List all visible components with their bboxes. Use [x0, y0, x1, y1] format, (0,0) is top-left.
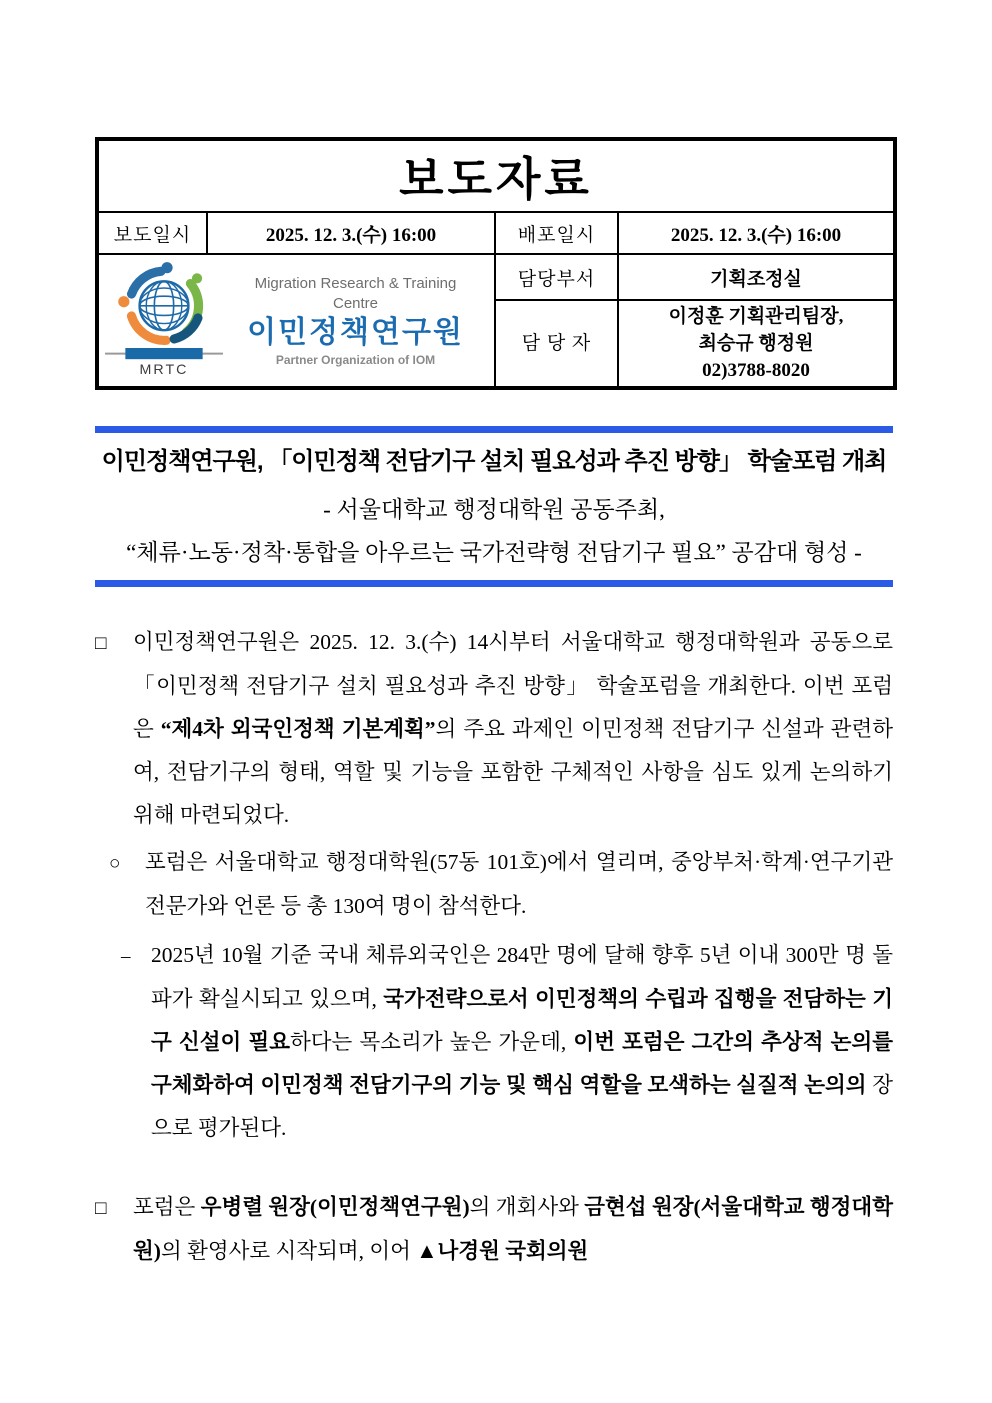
org-logo-cell [97, 254, 495, 388]
paragraph-text: 장으로 평가된다. [151, 1073, 893, 1140]
svg-text:MRTC: MRTC [139, 361, 189, 377]
paragraph-text-bold: ▲나경원 국회의원 [416, 1239, 589, 1263]
dept-label: 담당부서 [495, 254, 618, 300]
paragraph-text: 이민정책연구원은 2025. 12. 3.(수) 14시부터 서울대학교 행정대학원과 공동으로 「이민정책 전담기구 설치 필요성과 추진 방향」 학술포럼을 개최한다. 이번 포럼은 [133, 630, 893, 741]
contact-phone: 02)3788-8020 [702, 360, 810, 381]
bullet-circle-icon: ○ [109, 853, 121, 874]
headline-title: 이민정책연구원, 「이민정책 전담기구 설치 필요성과 추진 방향」 학술포럼 개최 [101, 448, 887, 475]
paragraph-2 [109, 841, 893, 928]
distribute-date-value: 2025. 12. 3.(수) 16:00 [618, 212, 895, 254]
table-row [97, 139, 895, 212]
contact-label: 담 당 자 [495, 300, 618, 388]
org-name-en: Migration Research & Training Centre [254, 274, 457, 312]
release-date-label: 보도일시 [97, 212, 207, 254]
paragraph-text: 포럼은 서울대학교 행정대학원(57동 101호)에서 열리며, 중앙부처·학계·연구기관 전문가와 언론 등 총 130여 명이 참석한다. [145, 850, 893, 918]
headline-subtitle-2: “체류·노동·정착·통합을 아우르는 국가전략형 전담기구 필요” 공감대 형성 - [126, 540, 862, 565]
paragraph-text-bold: 우병렬 원장(이민정책연구원) [200, 1195, 470, 1219]
table-row [97, 212, 895, 254]
paragraph-1 [95, 621, 893, 837]
bullet-square-icon: □ [95, 1198, 107, 1219]
paragraph-text: 의 개회사와 [469, 1195, 585, 1219]
headline-bottom-rule [95, 580, 893, 587]
paragraph-3 [121, 934, 893, 1150]
headline-subtitle-1: - 서울대학교 행정대학원 공동주최, [323, 497, 665, 522]
bullet-square-icon: □ [95, 633, 107, 654]
org-logo-text [235, 274, 490, 368]
headline-top-rule [95, 426, 893, 433]
press-release-content [95, 0, 893, 1273]
paragraph-text-bold: 이번 포럼은 그간의 추상적 논의를 구체화하여 이민정책 전담기구의 기능 및 핵심 역할을 모색하는 실질적 논의의 [151, 1030, 893, 1097]
header-table [95, 137, 897, 390]
bullet-dash-icon: – [121, 946, 131, 967]
distribute-date-label: 배포일시 [495, 212, 618, 254]
globe-swirl-icon [103, 259, 225, 382]
paragraph-text-bold: “제4차 외국인정책 기본계획” [160, 717, 436, 741]
org-name-kr: 이민정책연구원 [247, 315, 464, 349]
org-partner-line: Partner Organization of IOM [275, 352, 436, 367]
paragraph-text: 포럼은 [133, 1195, 201, 1219]
org-logo [103, 259, 490, 382]
paragraph-text: 의 환영사로 시작되며, 이어 [160, 1239, 417, 1263]
paragraph-text: 하다는 목소리가 높은 가운데, [290, 1030, 574, 1054]
release-date-value: 2025. 12. 3.(수) 16:00 [207, 212, 495, 254]
document-body [95, 621, 893, 1273]
table-row [97, 254, 895, 300]
paragraph-text: 의 주요 과제인 이민정책 전담기구 신설과 관련하여, 전담기구의 형태, 역할 및 기능을 포함한 구체적인 사항을 심도 있게 논의하기 위해 마련되었다. [133, 717, 893, 827]
contact-value [618, 300, 895, 388]
contact-person-1: 이정훈 기획관리팀장, [668, 306, 844, 327]
doc-type-title: 보도자료 [97, 139, 895, 212]
paragraph-text: 2025년 10월 기준 국내 체류외국인은 284만 명에 달해 향후 5년 이내 300만 명 돌파가 확실시되고 있으며, [151, 943, 893, 1011]
paragraph-text-bold: 국가전략으로서 이민정책의 수립과 집행을 전담하는 기구 신설이 필요 [151, 987, 893, 1054]
paragraph-4 [95, 1186, 893, 1273]
dept-value: 기획조정실 [618, 254, 895, 300]
paragraph-text-bold: 금현섭 원장(서울대학교 행정대학원) [133, 1195, 893, 1263]
contact-person-2: 최승규 행정원 [698, 333, 814, 354]
